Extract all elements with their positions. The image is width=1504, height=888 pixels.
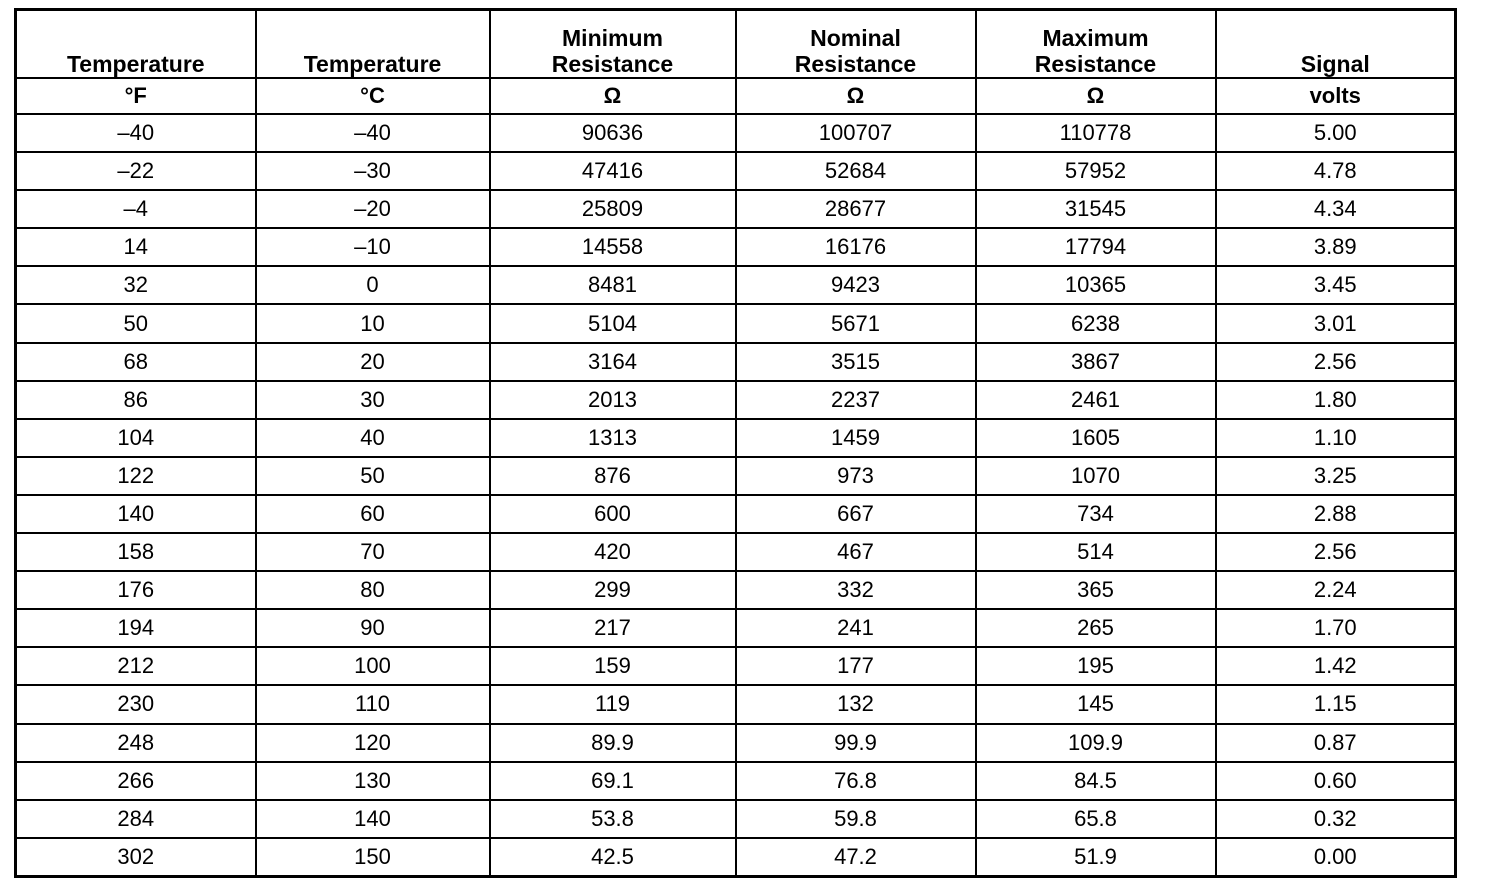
cell-temp-f: 158	[16, 533, 256, 571]
cell-max-resistance: 734	[976, 495, 1216, 533]
cell-max-resistance: 265	[976, 609, 1216, 647]
cell-max-resistance: 1605	[976, 419, 1216, 457]
cell-max-resistance: 6238	[976, 304, 1216, 342]
cell-nominal-resistance: 28677	[736, 190, 976, 228]
header-maximum-resistance	[976, 10, 1216, 79]
cell-signal-volts: 0.32	[1216, 800, 1456, 838]
cell-max-resistance: 110778	[976, 114, 1216, 152]
cell-temp-c: 20	[256, 343, 490, 381]
cell-nominal-resistance: 177	[736, 647, 976, 685]
cell-temp-c: 0	[256, 266, 490, 304]
cell-temp-f: –4	[16, 190, 256, 228]
header-line: Nominal	[810, 25, 901, 51]
cell-signal-volts: 3.45	[1216, 266, 1456, 304]
table-body	[16, 114, 1456, 877]
cell-signal-volts: 1.10	[1216, 419, 1456, 457]
table-header	[16, 10, 1456, 115]
cell-temp-f: –40	[16, 114, 256, 152]
table-row	[16, 457, 1456, 495]
unit-ohm-max: Ω	[976, 78, 1216, 114]
header-temperature-c	[256, 10, 490, 79]
cell-min-resistance: 299	[490, 571, 736, 609]
table-row	[16, 114, 1456, 152]
cell-temp-c: 70	[256, 533, 490, 571]
cell-temp-f: 140	[16, 495, 256, 533]
sensor-table-container	[14, 8, 1454, 878]
cell-min-resistance: 90636	[490, 114, 736, 152]
cell-temp-c: 60	[256, 495, 490, 533]
header-nominal-resistance	[736, 10, 976, 79]
unit-ohm-min: Ω	[490, 78, 736, 114]
cell-temp-c: 40	[256, 419, 490, 457]
table-row	[16, 304, 1456, 342]
cell-min-resistance: 5104	[490, 304, 736, 342]
table-row	[16, 228, 1456, 266]
cell-min-resistance: 53.8	[490, 800, 736, 838]
cell-min-resistance: 2013	[490, 381, 736, 419]
cell-temp-c: 130	[256, 762, 490, 800]
cell-temp-c: 10	[256, 304, 490, 342]
cell-nominal-resistance: 59.8	[736, 800, 976, 838]
cell-temp-c: 110	[256, 685, 490, 723]
unit-fahrenheit: °F	[16, 78, 256, 114]
cell-temp-f: 86	[16, 381, 256, 419]
cell-nominal-resistance: 973	[736, 457, 976, 495]
table-row	[16, 381, 1456, 419]
cell-nominal-resistance: 100707	[736, 114, 976, 152]
cell-temp-c: –30	[256, 152, 490, 190]
table-row	[16, 571, 1456, 609]
cell-temp-c: –10	[256, 228, 490, 266]
table-row	[16, 762, 1456, 800]
unit-volts: volts	[1216, 78, 1456, 114]
cell-temp-c: –40	[256, 114, 490, 152]
cell-max-resistance: 145	[976, 685, 1216, 723]
cell-max-resistance: 109.9	[976, 724, 1216, 762]
cell-signal-volts: 3.01	[1216, 304, 1456, 342]
cell-min-resistance: 69.1	[490, 762, 736, 800]
header-temperature-f	[16, 10, 256, 79]
cell-max-resistance: 365	[976, 571, 1216, 609]
cell-signal-volts: 0.00	[1216, 838, 1456, 877]
cell-max-resistance: 1070	[976, 457, 1216, 495]
cell-nominal-resistance: 5671	[736, 304, 976, 342]
table-row	[16, 838, 1456, 877]
cell-max-resistance: 17794	[976, 228, 1216, 266]
table-row	[16, 685, 1456, 723]
table-row	[16, 495, 1456, 533]
cell-temp-f: 176	[16, 571, 256, 609]
cell-min-resistance: 25809	[490, 190, 736, 228]
cell-temp-f: 248	[16, 724, 256, 762]
cell-temp-f: –22	[16, 152, 256, 190]
cell-temp-c: 50	[256, 457, 490, 495]
header-line: Resistance	[551, 51, 674, 77]
table-row	[16, 533, 1456, 571]
cell-signal-volts: 3.89	[1216, 228, 1456, 266]
cell-max-resistance: 3867	[976, 343, 1216, 381]
cell-nominal-resistance: 52684	[736, 152, 976, 190]
cell-max-resistance: 2461	[976, 381, 1216, 419]
header-signal	[1216, 10, 1456, 79]
cell-signal-volts: 1.42	[1216, 647, 1456, 685]
cell-temp-f: 194	[16, 609, 256, 647]
cell-min-resistance: 876	[490, 457, 736, 495]
cell-nominal-resistance: 667	[736, 495, 976, 533]
temperature-resistance-table	[14, 8, 1457, 878]
cell-max-resistance: 57952	[976, 152, 1216, 190]
cell-max-resistance: 84.5	[976, 762, 1216, 800]
cell-nominal-resistance: 9423	[736, 266, 976, 304]
cell-signal-volts: 1.15	[1216, 685, 1456, 723]
cell-min-resistance: 159	[490, 647, 736, 685]
cell-nominal-resistance: 467	[736, 533, 976, 571]
cell-nominal-resistance: 2237	[736, 381, 976, 419]
header-line: Resistance	[1034, 51, 1157, 77]
cell-temp-f: 302	[16, 838, 256, 877]
unit-ohm-nominal: Ω	[736, 78, 976, 114]
header-line: Temperature	[303, 51, 442, 77]
cell-temp-c: 120	[256, 724, 490, 762]
cell-min-resistance: 217	[490, 609, 736, 647]
cell-temp-c: 100	[256, 647, 490, 685]
cell-min-resistance: 119	[490, 685, 736, 723]
table-row	[16, 190, 1456, 228]
cell-max-resistance: 31545	[976, 190, 1216, 228]
header-line: Maximum	[1042, 25, 1149, 51]
cell-temp-f: 14	[16, 228, 256, 266]
cell-min-resistance: 3164	[490, 343, 736, 381]
table-row	[16, 724, 1456, 762]
cell-temp-f: 32	[16, 266, 256, 304]
cell-min-resistance: 8481	[490, 266, 736, 304]
cell-min-resistance: 1313	[490, 419, 736, 457]
cell-signal-volts: 1.80	[1216, 381, 1456, 419]
cell-signal-volts: 4.78	[1216, 152, 1456, 190]
cell-nominal-resistance: 99.9	[736, 724, 976, 762]
cell-signal-volts: 0.87	[1216, 724, 1456, 762]
cell-temp-f: 122	[16, 457, 256, 495]
cell-nominal-resistance: 76.8	[736, 762, 976, 800]
unit-celsius: °C	[256, 78, 490, 114]
cell-min-resistance: 600	[490, 495, 736, 533]
cell-temp-c: 140	[256, 800, 490, 838]
cell-temp-f: 50	[16, 304, 256, 342]
cell-temp-f: 284	[16, 800, 256, 838]
cell-temp-f: 68	[16, 343, 256, 381]
header-minimum-resistance	[490, 10, 736, 79]
cell-min-resistance: 89.9	[490, 724, 736, 762]
cell-signal-volts: 4.34	[1216, 190, 1456, 228]
cell-nominal-resistance: 132	[736, 685, 976, 723]
cell-signal-volts: 2.88	[1216, 495, 1456, 533]
cell-nominal-resistance: 1459	[736, 419, 976, 457]
cell-signal-volts: 2.56	[1216, 343, 1456, 381]
table-row	[16, 152, 1456, 190]
cell-max-resistance: 514	[976, 533, 1216, 571]
cell-nominal-resistance: 241	[736, 609, 976, 647]
cell-temp-c: 80	[256, 571, 490, 609]
cell-max-resistance: 51.9	[976, 838, 1216, 877]
cell-min-resistance: 420	[490, 533, 736, 571]
cell-temp-f: 266	[16, 762, 256, 800]
cell-signal-volts: 1.70	[1216, 609, 1456, 647]
cell-max-resistance: 10365	[976, 266, 1216, 304]
cell-temp-c: –20	[256, 190, 490, 228]
cell-nominal-resistance: 47.2	[736, 838, 976, 877]
table-row	[16, 609, 1456, 647]
cell-temp-f: 104	[16, 419, 256, 457]
cell-nominal-resistance: 332	[736, 571, 976, 609]
cell-min-resistance: 47416	[490, 152, 736, 190]
table-row	[16, 647, 1456, 685]
cell-temp-c: 90	[256, 609, 490, 647]
units-row	[16, 78, 1456, 114]
header-line: Minimum	[562, 25, 663, 51]
cell-signal-volts: 3.25	[1216, 457, 1456, 495]
cell-signal-volts: 0.60	[1216, 762, 1456, 800]
cell-min-resistance: 42.5	[490, 838, 736, 877]
cell-max-resistance: 65.8	[976, 800, 1216, 838]
table-row	[16, 343, 1456, 381]
cell-max-resistance: 195	[976, 647, 1216, 685]
cell-nominal-resistance: 16176	[736, 228, 976, 266]
cell-temp-f: 212	[16, 647, 256, 685]
cell-temp-f: 230	[16, 685, 256, 723]
cell-min-resistance: 14558	[490, 228, 736, 266]
cell-signal-volts: 2.24	[1216, 571, 1456, 609]
cell-temp-c: 30	[256, 381, 490, 419]
header-line: Signal	[1300, 51, 1370, 77]
table-row	[16, 266, 1456, 304]
cell-signal-volts: 2.56	[1216, 533, 1456, 571]
cell-nominal-resistance: 3515	[736, 343, 976, 381]
header-row	[16, 10, 1456, 79]
header-line: Temperature	[66, 51, 205, 77]
cell-temp-c: 150	[256, 838, 490, 877]
table-row	[16, 419, 1456, 457]
header-line: Resistance	[794, 51, 917, 77]
cell-signal-volts: 5.00	[1216, 114, 1456, 152]
table-row	[16, 800, 1456, 838]
